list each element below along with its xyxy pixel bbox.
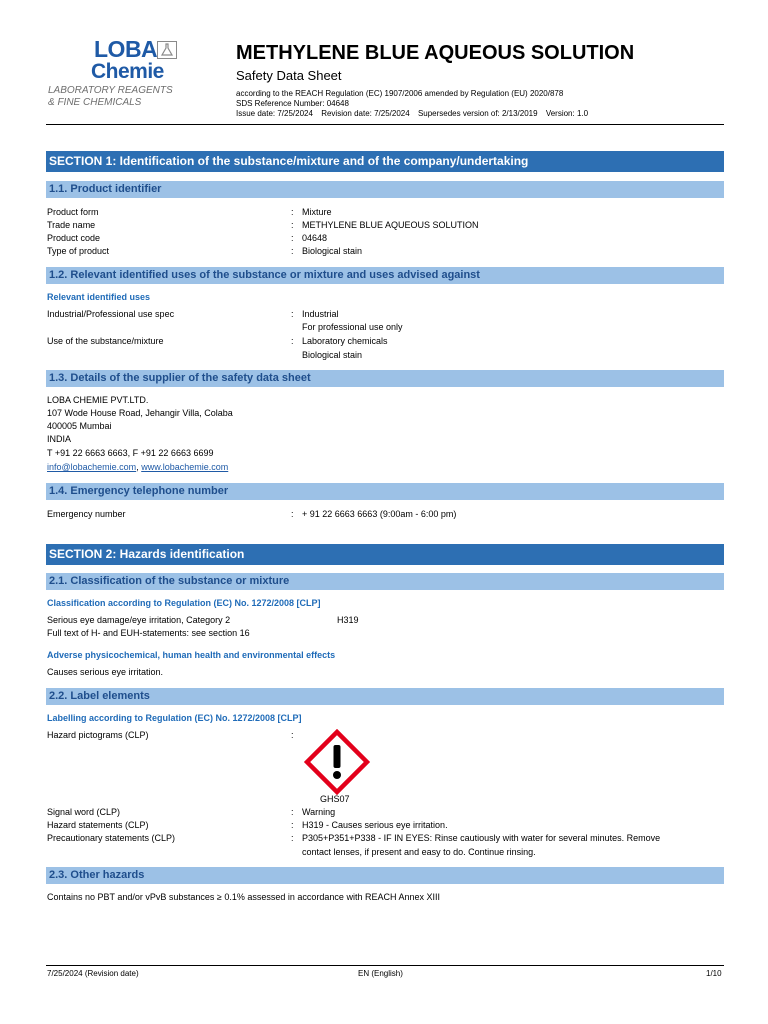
colon: : [291, 220, 294, 230]
use-spec-label: Industrial/Professional use spec [47, 309, 175, 319]
precautionary-label: Precautionary statements (CLP) [47, 833, 176, 843]
trade-name-value: METHYLENE BLUE AQUEOUS SOLUTION [302, 220, 479, 230]
product-code-value: 04648 [302, 233, 328, 243]
subsection-2-3-header: 2.3. Other hazards [46, 867, 724, 884]
colon: : [291, 730, 294, 740]
ghs-code-label: GHS07 [320, 794, 350, 804]
product-type-label: Type of product [47, 246, 110, 256]
logo-flask-icon [157, 41, 177, 59]
section-2-header: SECTION 2: Hazards identification [46, 544, 724, 565]
document-title: METHYLENE BLUE AQUEOUS SOLUTION [236, 42, 635, 64]
sds-reference: SDS Reference Number: 04648 [236, 99, 349, 108]
section-1-header: SECTION 1: Identification of the substance/mixture and of the company/undertaking [46, 151, 724, 172]
product-code-label: Product code [47, 233, 101, 243]
product-type-value: Biological stain [302, 246, 363, 256]
subsection-2-1-header: 2.1. Classification of the substance or mixture [46, 573, 724, 590]
ghs07-exclamation-icon [304, 729, 370, 795]
use-spec-value: Industrial [302, 309, 339, 319]
supersedes: Supersedes version of: 2/13/2019 [417, 109, 538, 118]
hazard-statements-value: H319 - Causes serious eye irritation. [302, 820, 448, 830]
issue-date: Issue date: 7/25/2024 [236, 109, 313, 118]
subsection-1-1-header: 1.1. Product identifier [46, 181, 724, 198]
colon: : [291, 807, 294, 817]
emergency-number-value: + 91 22 6663 6663 (9:00am - 6:00 pm) [302, 509, 457, 519]
signal-word-label: Signal word (CLP) [47, 807, 121, 817]
logo-tagline-1: LABORATORY REAGENTS [48, 85, 173, 96]
header-divider [46, 124, 724, 125]
classification-code: H319 [337, 615, 359, 625]
substance-use-value: Laboratory chemicals [302, 336, 388, 346]
document-dates [236, 109, 594, 119]
colon: : [291, 233, 294, 243]
subsection-1-3-header: 1.3. Details of the supplier of the safety data sheet [46, 370, 724, 387]
classification-heading: Classification according to Regulation (EC) No. 1272/2008 [CLP] [47, 598, 321, 608]
supplier-city: 400005 Mumbai [47, 421, 112, 431]
supplier-phone: T +91 22 6663 6663, F +91 22 6663 6699 [47, 448, 214, 458]
use-spec-value-2: For professional use only [302, 322, 403, 332]
labelling-heading: Labelling according to Regulation (EC) No. 1272/2008 [CLP] [47, 713, 302, 723]
supplier-contacts [47, 462, 228, 473]
subsection-1-4-header: 1.4. Emergency telephone number [46, 483, 724, 500]
footer-divider [46, 965, 724, 966]
colon: : [291, 833, 294, 843]
subsection-2-2-header: 2.2. Label elements [46, 688, 724, 705]
precautionary-value-2: contact lenses, if present and easy to do. Continue rinsing. [302, 847, 536, 857]
version: Version: 1.0 [545, 109, 589, 118]
product-form-label: Product form [47, 207, 99, 217]
signal-word-value: Warning [302, 807, 336, 817]
substance-use-label: Use of the substance/mixture [47, 336, 164, 346]
website-link[interactable]: www.lobachemie.com [141, 462, 229, 472]
adverse-effects-heading: Adverse physicochemical, human health and environmental effects [47, 650, 336, 660]
identified-uses-heading: Relevant identified uses [47, 292, 151, 302]
trade-name-label: Trade name [47, 220, 96, 230]
logo-tagline-2: & FINE CHEMICALS [48, 97, 142, 108]
colon: : [291, 309, 294, 319]
substance-use-value-2: Biological stain [302, 350, 363, 360]
email-link[interactable]: info@lobachemie.com [47, 462, 137, 472]
contact-separator: , [136, 462, 142, 472]
logo-brand: LOBA [94, 36, 158, 62]
hazard-statements-label: Hazard statements (CLP) [47, 820, 149, 830]
adverse-effects-text: Causes serious eye irritation. [47, 667, 164, 677]
footer-date: 7/25/2024 (Revision date) [47, 969, 139, 978]
product-form-value: Mixture [302, 207, 332, 217]
colon: : [291, 820, 294, 830]
colon: : [291, 207, 294, 217]
colon: : [291, 246, 294, 256]
footer-language: EN (English) [358, 969, 403, 978]
supplier-country: INDIA [47, 434, 72, 444]
other-hazards-text: Contains no PBT and/or vPvB substances ≥ 0.1% assessed in accordance with REACH Annex XIII [47, 892, 440, 902]
supplier-name: LOBA CHEMIE PVT.LTD. [47, 395, 149, 405]
colon: : [291, 336, 294, 346]
full-text-note: Full text of H- and EUH-statements: see section 16 [47, 628, 250, 638]
emergency-number-label: Emergency number [47, 509, 126, 519]
revision-date: Revision date: 7/25/2024 [321, 109, 410, 118]
pictograms-label: Hazard pictograms (CLP) [47, 730, 149, 740]
document-subtitle: Safety Data Sheet [236, 68, 342, 83]
subsection-1-2-header: 1.2. Relevant identified uses of the substance or mixture and uses advised against [46, 267, 724, 284]
logo-name: Chemie [91, 60, 164, 83]
regulation-text: according to the REACH Regulation (EC) 1907/2006 amended by Regulation (EU) 2020/878 [236, 89, 564, 98]
precautionary-value: P305+P351+P338 - IF IN EYES: Rinse cautiously with water for several minutes. Remove [302, 833, 661, 843]
classification-label: Serious eye damage/eye irritation, Category 2 [47, 615, 231, 625]
supplier-address: 107 Wode House Road, Jehangir Villa, Colaba [47, 408, 233, 418]
page-number: 1/10 [706, 969, 722, 978]
colon: : [291, 509, 294, 519]
